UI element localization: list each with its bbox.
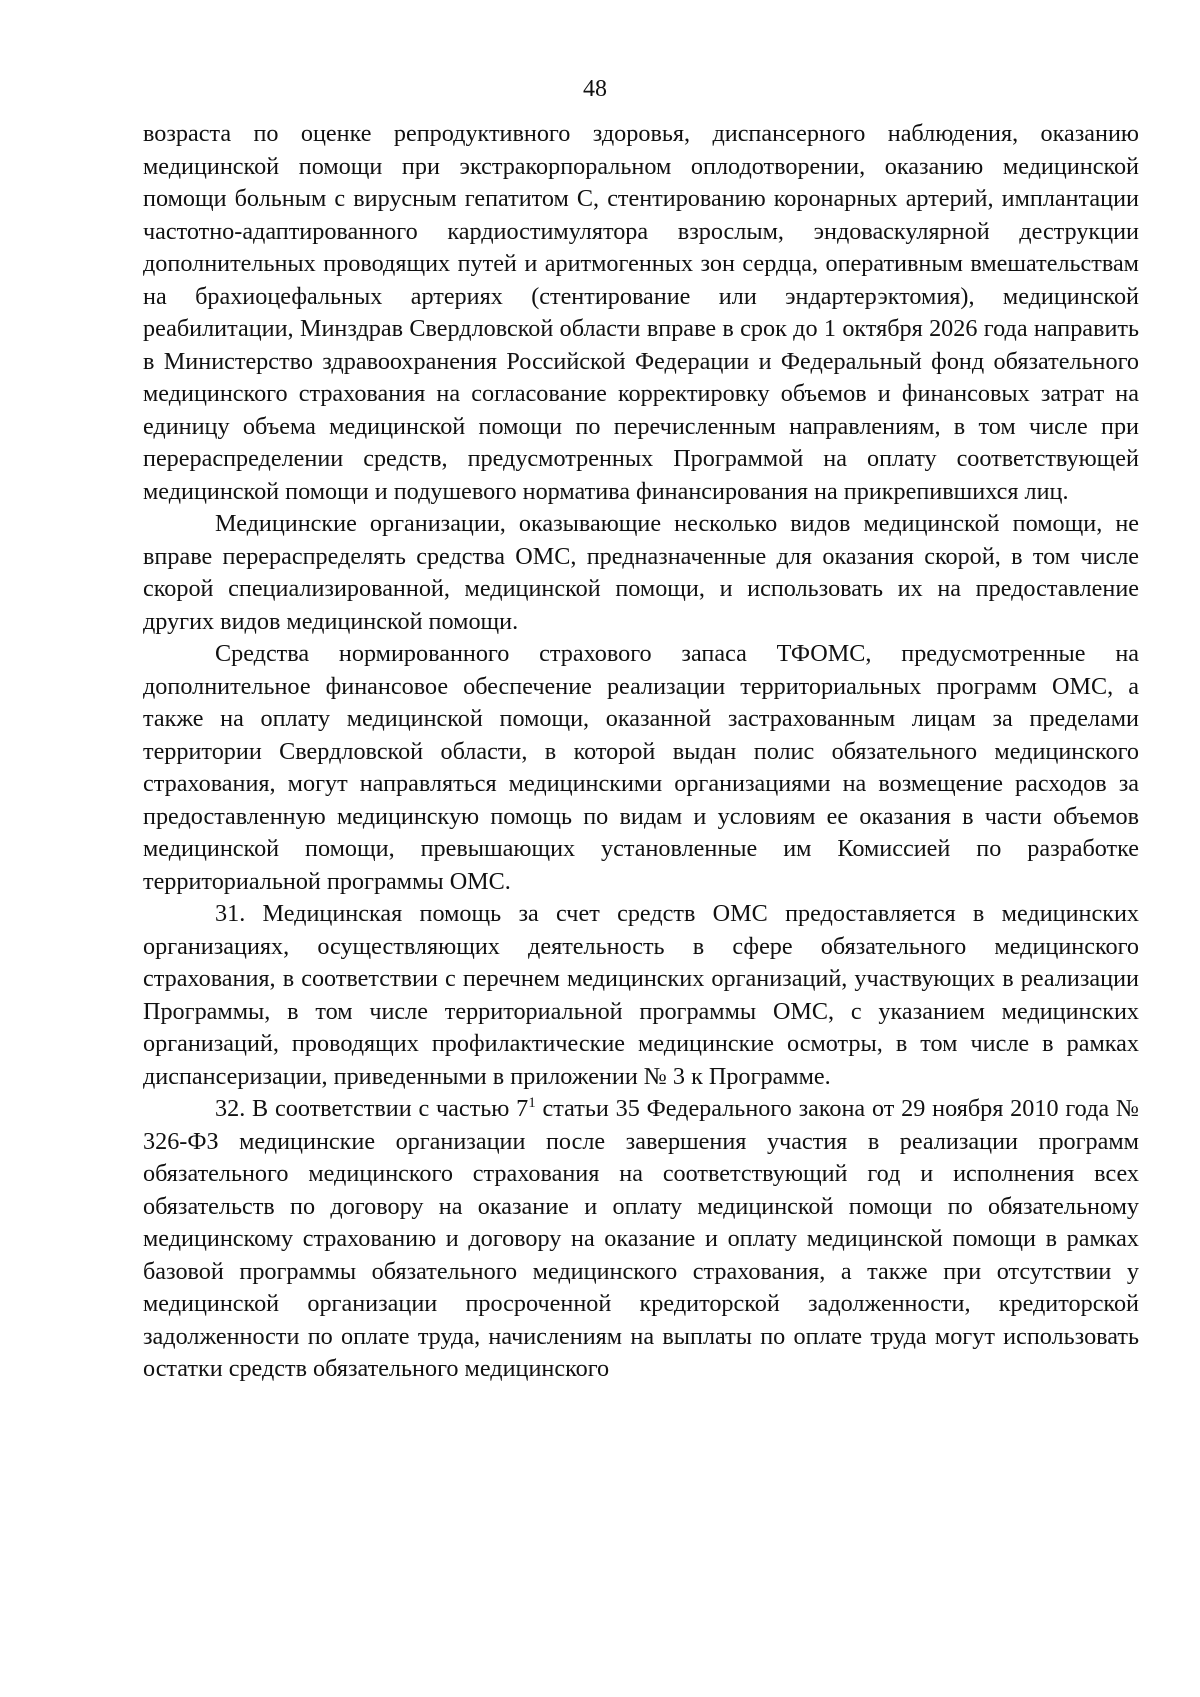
superscript: 1 [528,1095,536,1111]
paragraph-31 [143,898,1139,1093]
document-body [143,118,1139,1386]
paragraph-oms-redistribution: Медицинские организации, оказывающие несколько видов медицинской помощи, не вправе перераспределять средства ОМС, предназначенные для оказания скорой, в том числе скорой специализированной, медицинской помощи, и использовать их на предоставление других видов медицинской помощи. [143,510,1139,635]
paragraph-number: 32. [215,1095,246,1122]
paragraph-continuation: возраста по оценке репродуктивного здоровья, диспансерного наблюдения, оказанию медицинской помощи при экстракорпоральном оплодотворении, оказанию медицинской помощи больным с вирусным гепатитом С, стентированию коронарных артерий, имплантации частотно-адаптированного кардиостимулятора взрослым, эндоваскулярной деструкции дополнительных проводящих путей и аритмогенных зон сердца, оперативным вмешательствам на брахиоцефальных артериях (стентирование или эндартерэктомия), медицинской реабилитации, Минздрав Свердловской области вправе в срок до 1 октября 2026 года направить в Министерство здравоохранения Российской Федерации и Федеральный фонд обязательного медицинского страхования на согласование корректировку объемов и финансовых затрат на единицу объема медицинской помощи по перечисленным направлениям, в том числе при перераспределении средств, предусмотренных Программой на оплату соответствующей медицинской помощи и подушевого норматива финансирования на прикрепившихся лиц. [143,120,1139,505]
paragraph-32-text-end: статьи 35 Федерального закона от 29 ноября 2010 года № 326-ФЗ медицинские организации после завершения участия в реализации программ обязательного медицинского страхования на соответствующий год и исполнения всех обязательств по договору на оказание и оплату медицинской помощи по обязательному медицинскому страхованию и договору на оказание и оплату медицинской помощи в рамках базовой программы обязательного медицинского страхования, а также при отсутствии у медицинской организации просроченной кредиторской задолженности, кредиторской задолженности по оплате труда, начислениям на выплаты по оплате труда могут использовать остатки средств обязательного медицинского [143,1095,1139,1382]
paragraph-insurance-reserve: Средства нормированного страхового запаса ТФОМС, предусмотренные на дополнительное финансовое обеспечение реализации территориальных программ ОМС, а также на оплату медицинской помощи, оказанной застрахованным лицам за пределами территории Свердловской области, в которой выдан полис обязательного медицинского страхования, могут направляться медицинскими организациями на возмещение расходов за предоставленную медицинскую помощь по видам и условиям ее оказания в части объемов медицинской помощи, превышающих установленные им Комиссией по разработке территориальной программы ОМС. [143,640,1139,895]
page-number: 48 [583,76,607,102]
paragraph-number: 31. [215,900,246,927]
paragraph-31-text: Медицинская помощь за счет средств ОМС предоставляется в медицинских организациях, осуществляющих деятельность в сфере обязательного медицинского страхования, в соответствии с перечнем медицинских организаций, участвующих в реализации Программы, в том числе территориальной программы ОМС, с указанием медицинских организаций, проводящих профилактические медицинские осмотры, в том числе в рамках диспансеризации, приведенными в приложении № 3 к Программе. [143,900,1139,1090]
paragraph-32 [143,1093,1139,1386]
paragraph-32-text-start: В соответствии с частью 7 [252,1095,529,1122]
